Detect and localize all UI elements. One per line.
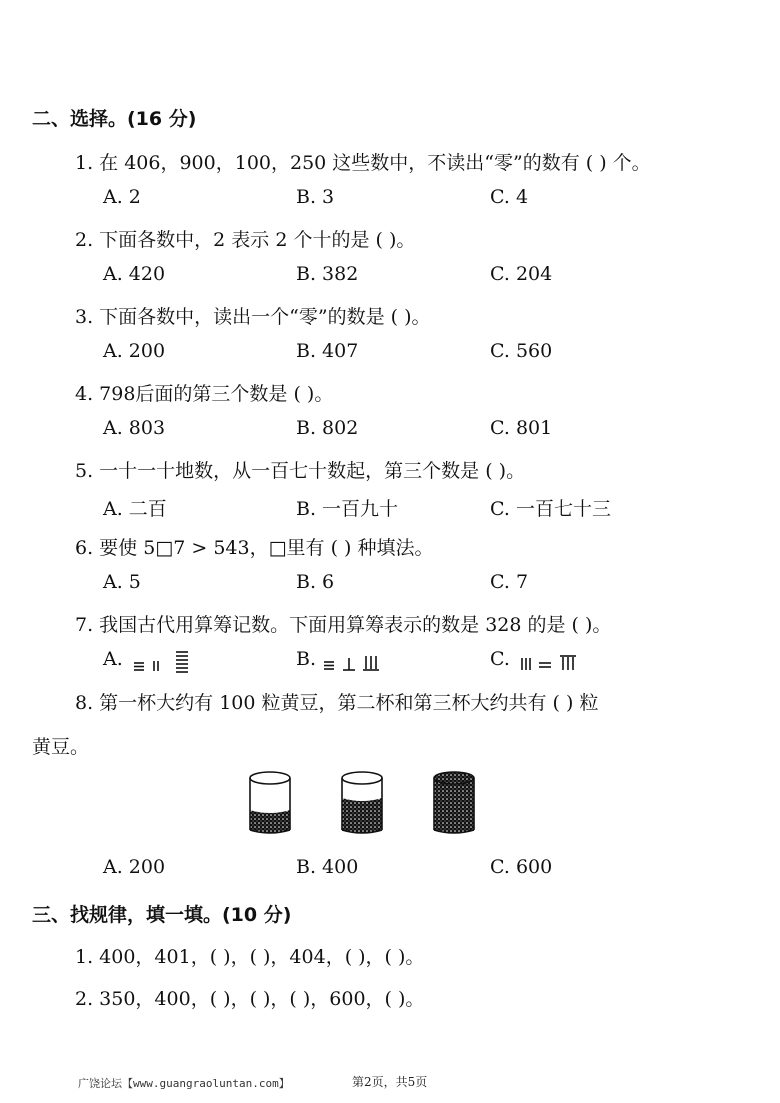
pattern-question-1: 1. 400，401，( )，( )，404，( )，( )。 — [75, 946, 425, 968]
question-6: 6. 要使 5□7 > 543，□里有 ( ) 种填法。 — [75, 537, 434, 559]
section2-title: 二、选择。(16 分) — [32, 108, 197, 130]
cup-icon — [246, 770, 294, 836]
q8-option-b: B. 400 — [296, 856, 359, 878]
counting-rods-icon — [324, 650, 386, 674]
q1-option-b: B. 3 — [296, 186, 335, 208]
q6-option-a: A. 5 — [103, 571, 141, 593]
question-2: 2. 下面各数中，2 表示 2 个十的是 ( )。 — [75, 229, 416, 251]
question-3: 3. 下面各数中，读出一个“零”的数是 ( )。 — [75, 306, 431, 328]
question-5: 5. 一十一十地数，从一百七十数起，第三个数是 ( )。 — [75, 460, 526, 482]
q2-option-b: B. 382 — [296, 263, 359, 285]
footer-site: 广饶论坛【www.guangraoluntan.com】 — [78, 1077, 290, 1090]
counting-rods-icon — [520, 650, 584, 674]
q6-option-b: B. 6 — [296, 571, 335, 593]
q4-option-c: C. 801 — [490, 417, 553, 439]
q4-option-b: B. 802 — [296, 417, 359, 439]
question-8: 8. 第一杯大约有 100 粒黄豆，第二杯和第三杯大约共有 ( ) 粒 — [75, 692, 599, 714]
q3-option-a: A. 200 — [103, 340, 166, 362]
question-1: 1. 在 406，900，100，250 这些数中，不读出“零”的数有 ( ) 个。 — [75, 152, 651, 174]
q5-option-c: C. 一百七十三 — [490, 498, 611, 520]
q5-option-b: B. 一百九十 — [296, 498, 399, 520]
q6-option-c: C. 7 — [490, 571, 529, 593]
question-7: 7. 我国古代用算筹记数。下面用算筹表示的数是 328 的是 ( )。 — [75, 614, 612, 636]
q2-option-c: C. 204 — [490, 263, 553, 285]
q3-option-b: B. 407 — [296, 340, 359, 362]
cup-icon — [338, 770, 386, 836]
q8-option-a: A. 200 — [103, 856, 166, 878]
q2-option-a: A. 420 — [103, 263, 166, 285]
q5-option-a: A. 二百 — [103, 498, 167, 520]
q7-option-a: A. — [103, 648, 123, 670]
question-4: 4. 798后面的第三个数是 ( )。 — [75, 383, 334, 405]
question-8-continuation: 黄豆。 — [32, 736, 90, 758]
section3-title: 三、找规律，填一填。(10 分) — [32, 904, 292, 926]
q7-option-b: B. — [296, 648, 317, 670]
q7-option-c: C. — [490, 648, 510, 670]
footer-page-number: 第2页，共5页 — [352, 1075, 428, 1089]
q8-option-c: C. 600 — [490, 856, 553, 878]
counting-rods-icon — [134, 650, 194, 674]
q1-option-c: C. 4 — [490, 186, 529, 208]
q3-option-c: C. 560 — [490, 340, 553, 362]
cup-icon — [430, 770, 478, 836]
pattern-question-2: 2. 350，400，( )，( )，( )，600，( )。 — [75, 988, 425, 1010]
q1-option-a: A. 2 — [103, 186, 141, 208]
q4-option-a: A. 803 — [103, 417, 166, 439]
